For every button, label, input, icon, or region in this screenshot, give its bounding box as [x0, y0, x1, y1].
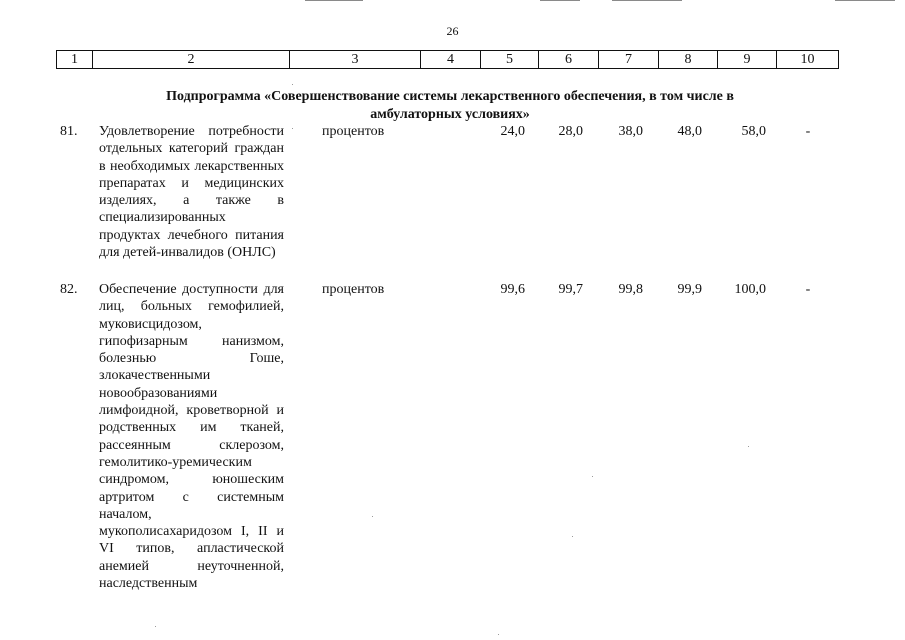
scan-speck — [372, 516, 373, 517]
header-col-1: 1 — [57, 51, 93, 69]
row-number: 82. — [60, 282, 78, 297]
scan-edge-line — [612, 0, 682, 1]
unit-of-measure: процентов — [322, 282, 385, 297]
scan-edge-line — [835, 0, 895, 1]
scan-speck — [592, 476, 593, 477]
scan-speck — [292, 128, 293, 129]
scan-edge-line — [540, 0, 580, 1]
header-col-2: 2 — [93, 51, 290, 69]
page-number: 26 — [446, 24, 459, 38]
value-col-10: - — [805, 124, 811, 139]
value-col-6: 28,0 — [558, 124, 583, 139]
value-col-10: - — [805, 282, 811, 297]
header-col-8: 8 — [659, 51, 718, 69]
value-col-8: 48,0 — [677, 124, 702, 139]
column-number-header — [56, 50, 839, 69]
header-col-10: 10 — [777, 51, 839, 69]
value-col-7: 99,8 — [618, 282, 643, 297]
row-number: 81. — [60, 124, 78, 139]
scan-edge-line — [305, 0, 363, 1]
value-col-5: 24,0 — [500, 124, 525, 139]
value-col-8: 99,9 — [677, 282, 702, 297]
value-col-9: 100,0 — [734, 282, 766, 297]
indicator-description: Удовлетворение потребности отдельных категорий граждан в необходимых лекарственных препаратах и медицинских изделиях, а также в специализированных продуктах лечебного питания для детей-инвалидов (ОНЛС) — [99, 124, 284, 261]
header-col-6: 6 — [539, 51, 599, 69]
scan-speck — [292, 84, 293, 85]
subprogram-title: Подпрограмма «Совершенствование системы лекарственного обеспечения, в том числе в амбулаторных условиях» — [166, 89, 734, 122]
unit-of-measure: процентов — [322, 124, 385, 139]
value-col-6: 99,7 — [558, 282, 583, 297]
value-col-7: 38,0 — [618, 124, 643, 139]
indicator-description: Обеспечение доступности для лиц, больных гемофилией, муковисцидозом, гипофизарным нанизмом, болезнью Гоше, злокачественными новообразованиями лимфоидной, кроветворной и родственных им тканей, рассеянным склерозом, гемолитико-уремическим синдромом, юношеским артритом с системным началом, мукополисахаридозом I, II и VI типов, апластической анемией неуточненной, наследственным — [99, 282, 284, 592]
scan-speck — [498, 634, 499, 635]
header-col-7: 7 — [599, 51, 659, 69]
scan-speck — [572, 536, 573, 537]
header-col-4: 4 — [421, 51, 481, 69]
header-col-3: 3 — [290, 51, 421, 69]
header-col-9: 9 — [718, 51, 777, 69]
value-col-9: 58,0 — [741, 124, 766, 139]
scan-speck — [748, 446, 749, 447]
value-col-5: 99,6 — [500, 282, 525, 297]
scan-speck — [155, 626, 156, 627]
header-col-5: 5 — [481, 51, 539, 69]
